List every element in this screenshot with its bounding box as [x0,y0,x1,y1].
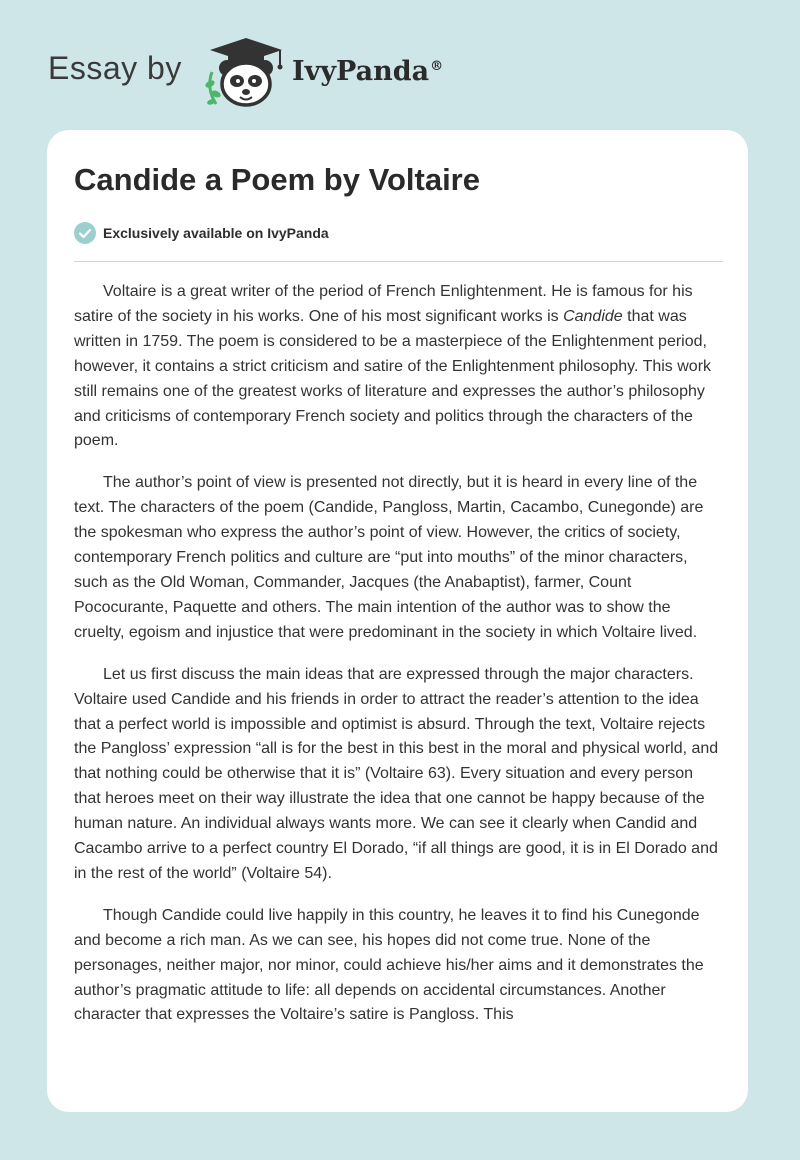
ivypanda-logo-icon [202,36,290,110]
paragraph-2: The author’s point of view is presented not directly, but it is heard in every line of the text. The characters of the poem (Candide, Pangloss, Martin, Cacambo, Cunegonde) are the spokesman who express the author’s point of view. However, the critics of society, contemporary French politics and culture are “put into mouths” of the minor characters, such as the Old Woman, Commander, Jacques (the Anabaptist), farmer, Count Pococurante, Paquette and others. The main intention of the author was to show the cruelty, egoism and injustice that were predominant in the society in which Voltaire lived. [74,474,704,641]
site-header [0,0,800,130]
brand-name: IvyPanda® [292,56,444,87]
paragraph-3: Let us first discuss the main ideas that are expressed through the major characters. Voltaire used Candide and his friends in order to attract the reader’s attention to the idea that a perfect world is impossible and optimist is absurd. Through the text, Voltaire rejects the Pangloss’ expression “all is for the best in this best in the moral and physical world, and that nothing could be otherwise that it is” (Voltaire 63). Every situation and every person that heroes meet on their way illustrate the idea that one cannot be happy because of the human nature. An individual always wants more. We can see it clearly when Candid and Cacambo arrive to a perfect country El Dorado, “if all things are good, it is in El Dorado and in the rest of the world” (Voltaire 54). [74,665,719,882]
check-circle-icon [74,222,96,244]
book-title-candide: Candide [563,307,623,325]
paragraph-1: Voltaire is a great writer of the period of French Enlightenment. He is famous for his satire of the society in his works. One of his most significant works is Candide that was written in 1759. The poem is considered to be a masterpiece of the Enlightenment period, however, it contains a strict criticism and satire of the Enlightenment philosophy. This work still remains one of the greatest works of literature and expresses the author’s philosophy and criticisms of contemporary French society and politics through the characters of the poem. [74,283,712,450]
essay-title: Candide a Poem by Voltaire [74,162,480,197]
exclusive-badge [74,222,329,244]
essay-body [74,280,724,1045]
essay-by-label: Essay by [48,50,182,86]
paragraph-4: Though Candide could live happily in this country, he leaves it to find his Cunegonde and become a rich man. As we can see, his hopes did not come true. None of the personages, neither major, nor minor, could achieve his/her aims and it demonstrates the author’s pragmatic attitude to life: all depends on accidental circumstances. Another character that expresses the Voltaire’s satire is Pangloss. This [74,906,704,1024]
exclusive-badge-label: Exclusively available on IvyPanda [103,225,329,241]
essay-card [47,130,748,1112]
divider [74,261,723,262]
